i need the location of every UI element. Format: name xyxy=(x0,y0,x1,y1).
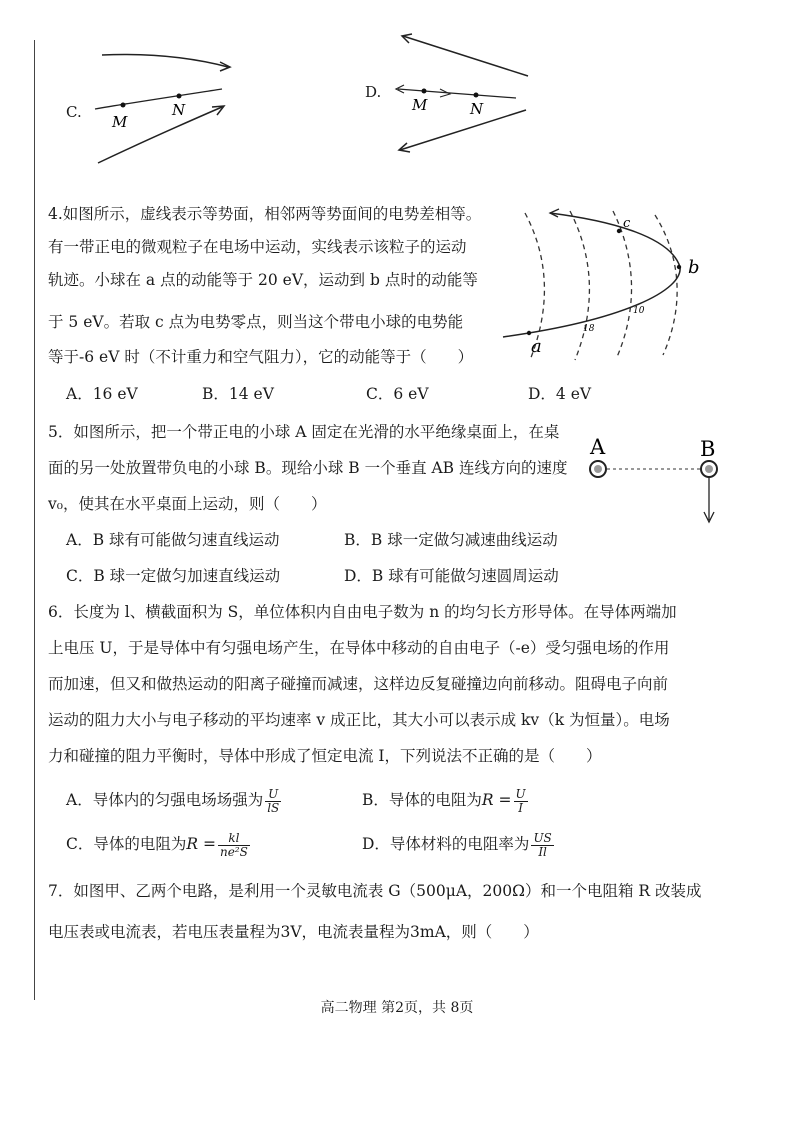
q6-line-4: 运动的阻力大小与电子移动的平均速率 v 成正比，其大小可以表示成 kv（k 为恒量）。电场 xyxy=(48,711,670,729)
q6-option-c-text: C．导体的电阻为 xyxy=(66,835,187,854)
q6-line-3: 而加速，但又和做热运动的阳离子碰撞而减速，这样边反复碰撞边向前移动。阻碍电子向前 xyxy=(48,675,669,693)
ball-a-label: A xyxy=(590,435,606,459)
point-m-label: M xyxy=(112,113,128,131)
q6-option-c-eq: R = xyxy=(186,835,216,854)
q6-line-1: 6．长度为 l、横截面积为 S，单位体积内自由电子数为 n 的均匀长方形导体。在导体两端加 xyxy=(48,603,677,621)
fraction-u-over-ls: $\frac{U}{lS}$ xyxy=(267,787,280,815)
q4-option-a: A．16 eV xyxy=(66,385,138,403)
q4-option-d: D．4 eV xyxy=(528,385,592,403)
q4-option-c: C．6 eV xyxy=(366,385,429,403)
q5-option-c: C．B 球一定做匀加速直线运动 xyxy=(66,567,281,585)
q6-option-d-text: D．导体材料的电阻率为 xyxy=(362,835,530,854)
point-a-label: a xyxy=(531,336,542,357)
field-figure-c xyxy=(90,45,240,170)
ball-b-label: B xyxy=(700,437,716,461)
point-n-label: N xyxy=(470,100,484,118)
option-c-label: C. xyxy=(66,103,82,121)
point-m-label: M xyxy=(412,96,428,114)
potential-mark-10: 10 xyxy=(633,306,645,316)
fraction-us-over-il: $\frac{US}{Il}$ xyxy=(533,831,552,859)
point-c-label: c xyxy=(623,216,631,231)
q5-option-d: D．B 球有可能做匀速圆周运动 xyxy=(344,567,559,585)
q6-option-b-text: B．导体的电阻为 xyxy=(362,791,482,810)
fraction-u-over-i: $\frac{U}{I}$ xyxy=(515,787,526,815)
q4-line-5: 等于-6 eV 时（不计重力和空气阻力），它的动能等于（ ） xyxy=(48,348,474,366)
q5-line-1: 5．如图所示，把一个带正电的小球 A 固定在光滑的水平绝缘桌面上，在桌 xyxy=(48,423,560,441)
q4-line-1: 4.如图所示，虚线表示等势面，相邻两等势面间的电势差相等。 xyxy=(48,205,482,223)
potential-mark-18: 18 xyxy=(583,324,595,334)
equipotential-figure xyxy=(495,205,715,365)
q5-line-2: 面的另一处放置带负电的小球 B。现给小球 B 一个垂直 AB 连线方向的速度 xyxy=(48,459,568,477)
fraction-kl-over-ne2s: $\frac{kl}{\text{ne²S}}$ xyxy=(219,831,248,859)
q5-option-b: B．B 球一定做匀减速曲线运动 xyxy=(344,531,558,549)
q4-option-b: B．14 eV xyxy=(202,385,274,403)
q4-line-3: 轨迹。小球在 a 点的动能等于 20 eV，运动到 b 点时的动能等 xyxy=(48,271,478,289)
q6-option-a xyxy=(66,788,283,814)
q6-line-2: 上电压 U，于是导体中有匀强电场产生，在导体中移动的自由电子（-e）受匀强电场的作用 xyxy=(48,639,670,657)
field-figure-d xyxy=(388,28,538,160)
q5-option-a: A．B 球有可能做匀速直线运动 xyxy=(66,531,280,549)
q7-line-2: 电压表或电流表，若电压表量程为3V，电流表量程为3mA，则（ ） xyxy=(48,923,539,941)
page-footer: 高二物理 第2页，共 8页 xyxy=(320,1000,474,1016)
q7-line-1: 7．如图甲、乙两个电路，是利用一个灵敏电流表 G（500μA，200Ω）和一个电阻箱 R 改装成 xyxy=(48,882,702,900)
q6-option-d xyxy=(362,832,556,858)
point-b-label: b xyxy=(688,257,700,278)
q4-line-2: 有一带正电的微观粒子在电场中运动，实线表示该粒子的运动 xyxy=(48,238,467,256)
q6-option-c xyxy=(66,832,252,858)
option-d-label: D. xyxy=(365,83,382,101)
q6-line-5: 力和碰撞的阻力平衡时，导体中形成了恒定电流 I，下列说法不正确的是（ ） xyxy=(48,747,602,765)
q6-option-b-eq: R = xyxy=(481,791,512,810)
charges-figure xyxy=(582,432,732,527)
q6-option-b xyxy=(362,788,530,814)
q6-option-a-text: A．导体内的匀强电场场强为 xyxy=(66,791,264,810)
q5-line-3: v₀，使其在水平桌面上运动，则（ ） xyxy=(48,495,327,513)
q4-line-4: 于 5 eV。若取 c 点为电势零点，则当这个带电小球的电势能 xyxy=(48,313,464,331)
point-n-label: N xyxy=(172,101,186,119)
left-margin-rule xyxy=(34,40,35,1000)
